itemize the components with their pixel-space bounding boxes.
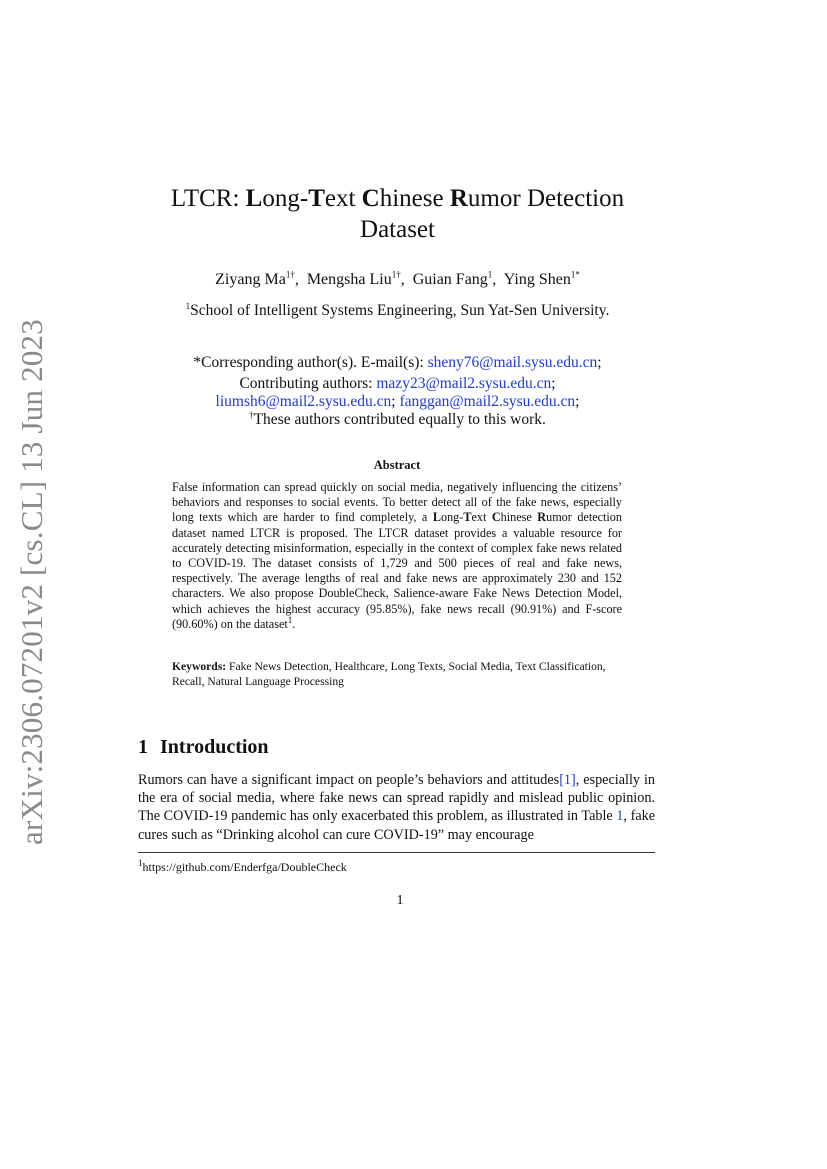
author: Guian Fang <box>412 271 488 288</box>
keywords-text: Fake News Detection, Healthcare, Long Texts, Social Media, Text Classification, Recall, Natural Language Processing <box>172 660 606 688</box>
abstract-initial: R <box>537 510 547 525</box>
contributing-line-2: liumsh6@mail2.sysu.edu.cn; fanggan@mail2.sysu.edu.cn; <box>215 393 580 410</box>
affiliation-text: School of Intelligent Systems Engineering, Sun Yat-Sen University. <box>190 302 610 319</box>
page-number: 1 <box>396 893 404 908</box>
author-sup: 1† <box>285 269 295 280</box>
footnote-mark: 1 <box>138 858 143 868</box>
intro-text: Rumors can have a significant impact on people’s behaviors and attitudes <box>138 772 560 788</box>
corresponding-line: *Corresponding author(s). E-mail(s): sheny76@mail.sysu.edu.cn; <box>193 354 602 371</box>
title-initial: L <box>245 185 263 212</box>
equal-text: These authors contributed equally to this work. <box>253 411 546 428</box>
author: Mengsha Liu <box>306 271 392 288</box>
abstract-heading: Abstract <box>373 458 421 472</box>
title-initial: T <box>308 185 325 212</box>
email-link[interactable]: liumsh6@mail2.sysu.edu.cn <box>215 393 392 410</box>
title-initial: R <box>449 185 468 212</box>
affiliation-sup: 1 <box>185 300 191 311</box>
author-list: Ziyang $Ma^{1\dagger}$, Mengsha Liu$^{1\dagger}$, Guian Fang$^1$, Ying Shen$^{1*}$ <box>215 269 580 288</box>
abstract-text: umor detection dataset named LTCR is proposed. The LTCR dataset provides a valuable resource for accurately detecting misinformation, especially in the context of complex fake news related to COVID-19. The dataset consists of 1,729 and 500 pieces of real and fake news, respectively. The average lengths of real and fake news are approximately 230 and 152 characters. We also propose DoubleCheck, Salience-aware Fake News Detection Model, which achieves the highest accuracy (95.85%), fake news recall (90.91%) and F-score (90.60%) on the dataset <box>172 510 622 631</box>
section-heading <box>138 736 269 759</box>
email-link[interactable]: fanggan@mail2.sysu.edu.cn <box>399 393 576 410</box>
title-part: hinese <box>379 185 450 212</box>
table-ref-link[interactable]: 1 <box>616 808 624 825</box>
abstract-text: ext <box>471 510 492 525</box>
footnote <box>138 860 347 875</box>
abstract-text: hinese <box>500 510 538 525</box>
paper-title-line2: Dataset <box>360 216 435 243</box>
title-part: ong- <box>262 185 309 212</box>
citation-link[interactable]: [1] <box>559 772 576 788</box>
author: Ziyang Ma <box>215 271 286 288</box>
paper-title <box>150 183 645 215</box>
footnote-rule <box>138 852 655 853</box>
abstract-initial: L <box>432 510 441 525</box>
footnote-url[interactable]: https://github.com/Enderfga/DoubleCheck <box>142 860 347 874</box>
keywords-label: Keywords: <box>172 660 227 673</box>
intro-text: , fake cures such as “Drinking alcohol can cure COVID-19” may encourage <box>138 808 656 843</box>
author: Ying Shen <box>503 271 571 288</box>
equal-contribution-note <box>120 409 675 430</box>
affiliation <box>120 300 675 321</box>
title-part: umor Detection <box>467 185 625 212</box>
equal-sup: † <box>249 409 254 420</box>
intro-text: , especially in the era of social media, where fake news can spread rapidly and mislead public opinion. The COVID-19 pandemic has only exacerbated this problem, as illustrated in Table <box>138 772 655 825</box>
title-part: ext <box>324 185 362 212</box>
arxiv-stamp: arXiv:2306.07201v2 [cs.CL] 13 Jun 2023 <box>14 319 49 845</box>
author-sup: 1† <box>391 269 401 280</box>
contributing-line: Contributing authors: mazy23@mail2.sysu.edu.cn; <box>239 375 556 392</box>
section-number: 1 <box>138 736 148 758</box>
abstract-initial: T <box>463 510 472 525</box>
email-link[interactable]: mazy23@mail2.sysu.edu.cn <box>376 375 552 392</box>
contributing-label: Contributing authors: <box>239 375 377 392</box>
section-title: Introduction <box>160 736 269 758</box>
author-sup: 1 <box>487 269 493 280</box>
author-sup: 1* <box>570 269 580 280</box>
abstract-text: False information can spread quickly on social media, negatively influencing the citizens’ behaviors and responses to social events. To better detect all of the fake news, especially long texts which are harder to find completely, a <box>172 480 622 525</box>
intro-paragraph <box>138 771 655 844</box>
footnote-marker: 1 <box>287 614 293 625</box>
email-link[interactable]: sheny76@mail.sysu.edu.cn <box>427 354 598 371</box>
keywords <box>172 660 622 689</box>
abstract-initial: C <box>491 510 501 525</box>
abstract-text: . <box>292 616 296 631</box>
corresponding-label: *Corresponding author(s). E-mail(s): <box>193 354 428 371</box>
abstract-text: ong- <box>440 510 464 525</box>
title-initial: C <box>361 185 380 212</box>
title-part: LTCR: <box>170 185 246 212</box>
abstract-body <box>172 480 622 632</box>
